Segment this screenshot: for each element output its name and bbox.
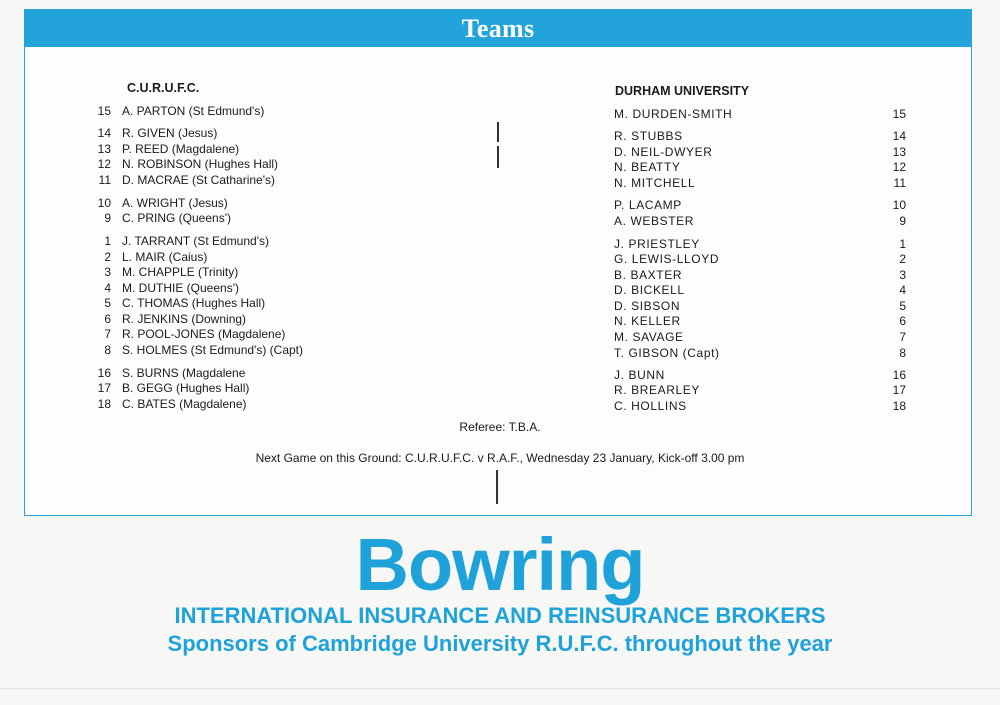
shirt-number: 13 xyxy=(97,142,111,156)
shirt-number: 5 xyxy=(104,296,111,310)
home-player-row xyxy=(93,327,453,343)
staple-mark xyxy=(497,122,499,142)
player-name: S. HOLMES (St Edmund's) (Capt) xyxy=(122,343,304,357)
away-player-row xyxy=(614,176,914,192)
player-name: P. LACAMP xyxy=(614,198,682,212)
player-name: B. BAXTER xyxy=(614,268,683,282)
shirt-number: 3 xyxy=(899,268,906,282)
player-name: D. SIBSON xyxy=(614,299,681,313)
away-player-row xyxy=(614,346,914,362)
player-name: J. PRIESTLEY xyxy=(614,237,700,251)
away-player-row xyxy=(614,237,914,253)
shirt-number: 17 xyxy=(97,381,111,395)
shirt-number: 2 xyxy=(899,252,906,266)
page-title: Teams xyxy=(461,13,535,43)
away-player-row xyxy=(614,252,914,268)
staple-mark xyxy=(496,470,498,504)
shirt-number: 6 xyxy=(899,314,906,328)
shirt-number: 14 xyxy=(97,126,111,140)
player-name: R. JENKINS (Downing) xyxy=(122,312,247,326)
shirt-number: 2 xyxy=(104,250,111,264)
player-name: P. REED (Magdalene) xyxy=(122,142,240,156)
player-name: M. SAVAGE xyxy=(614,330,684,344)
player-name: S. BURNS (Magdalene xyxy=(122,366,246,380)
player-name: M. DURDEN-SMITH xyxy=(614,107,733,121)
home-player-row xyxy=(93,312,453,328)
player-name: M. DUTHIE (Queens') xyxy=(122,281,239,295)
player-name: N. ROBINSON (Hughes Hall) xyxy=(122,157,279,171)
shirt-number: 16 xyxy=(97,366,111,380)
player-name: A. PARTON (St Edmund's) xyxy=(122,104,265,118)
shirt-number: 17 xyxy=(892,383,906,397)
shirt-number: 4 xyxy=(104,281,111,295)
player-name: A. WEBSTER xyxy=(614,214,695,228)
home-player-row xyxy=(93,343,453,359)
shirt-number: 5 xyxy=(899,299,906,313)
page-fold xyxy=(0,688,1000,689)
shirt-number: 12 xyxy=(892,160,906,174)
player-name: C. HOLLINS xyxy=(614,399,687,413)
home-player-row xyxy=(93,211,453,227)
next-game-line: Next Game on this Ground: C.U.R.U.F.C. v R.A.F., Wednesday 23 January, Kick-off 3.00 pm xyxy=(255,451,745,465)
shirt-number: 10 xyxy=(97,196,111,210)
player-name: M. CHAPPLE (Trinity) xyxy=(122,265,239,279)
away-player-row xyxy=(614,330,914,346)
player-name: N. MITCHELL xyxy=(614,176,696,190)
home-player-row xyxy=(93,104,453,120)
home-team-title: C.U.R.U.F.C. xyxy=(127,81,200,95)
player-name: C. THOMAS (Hughes Hall) xyxy=(122,296,266,310)
shirt-number: 7 xyxy=(104,327,111,341)
player-name: T. GIBSON (Capt) xyxy=(614,346,720,360)
player-name: R. GIVEN (Jesus) xyxy=(122,126,218,140)
sponsor-tagline-2: Sponsors of Cambridge University R.U.F.C. throughout the year xyxy=(167,631,833,656)
shirt-number: 12 xyxy=(97,157,111,171)
player-name: C. BATES (Magdalene) xyxy=(122,397,247,411)
away-player-row xyxy=(614,129,914,145)
away-player-row xyxy=(614,268,914,284)
away-player-row xyxy=(614,283,914,299)
player-name: C. PRING (Queens') xyxy=(122,211,231,225)
shirt-number: 14 xyxy=(892,129,906,143)
away-player-row xyxy=(614,399,914,415)
away-player-row xyxy=(614,368,914,384)
shirt-number: 10 xyxy=(892,198,906,212)
away-player-row xyxy=(614,145,914,161)
shirt-number: 15 xyxy=(892,107,906,121)
shirt-number: 11 xyxy=(893,176,906,190)
shirt-number: 4 xyxy=(899,283,906,297)
player-name: L. MAIR (Caius) xyxy=(122,250,208,264)
shirt-number: 8 xyxy=(104,343,111,357)
shirt-number: 9 xyxy=(899,214,906,228)
player-name: J. BUNN xyxy=(614,368,665,382)
shirt-number: 15 xyxy=(97,104,111,118)
teams-banner xyxy=(25,10,971,47)
shirt-number: 18 xyxy=(97,397,111,411)
shirt-number: 3 xyxy=(104,265,111,279)
player-name: D. MACRAE (St Catharine's) xyxy=(122,173,275,187)
player-name: R. STUBBS xyxy=(614,129,683,143)
home-player-row xyxy=(93,126,453,142)
home-player-row xyxy=(93,234,453,250)
player-name: N. KELLER xyxy=(614,314,681,328)
staple-mark xyxy=(497,146,499,168)
home-player-row xyxy=(93,173,453,189)
sponsor-tagline-1: INTERNATIONAL INSURANCE AND REINSURANCE BROKERS xyxy=(174,603,826,628)
home-player-row xyxy=(93,265,453,281)
shirt-number: 18 xyxy=(892,399,906,413)
player-name: R. BREARLEY xyxy=(614,383,700,397)
home-player-row xyxy=(93,397,453,413)
shirt-number: 13 xyxy=(892,145,906,159)
referee-line: Referee: T.B.A. xyxy=(459,420,541,434)
away-player-row xyxy=(614,299,914,315)
player-name: D. NEIL-DWYER xyxy=(614,145,713,159)
home-player-row xyxy=(93,142,453,158)
home-player-row xyxy=(93,196,453,212)
shirt-number: 9 xyxy=(104,211,111,225)
shirt-number: 8 xyxy=(899,346,906,360)
player-name: A. WRIGHT (Jesus) xyxy=(122,196,228,210)
shirt-number: 1 xyxy=(104,234,111,248)
player-name: G. LEWIS-LLOYD xyxy=(614,252,720,266)
away-player-row xyxy=(614,198,914,214)
away-player-row xyxy=(614,383,914,399)
player-name: D. BICKELL xyxy=(614,283,685,297)
player-name: B. GEGG (Hughes Hall) xyxy=(122,381,250,395)
home-player-row xyxy=(93,250,453,266)
shirt-number: 7 xyxy=(899,330,906,344)
player-name: N. BEATTY xyxy=(614,160,681,174)
away-player-row xyxy=(614,314,914,330)
away-player-row xyxy=(614,107,914,123)
home-player-row xyxy=(93,296,453,312)
shirt-number: 6 xyxy=(104,312,111,326)
shirt-number: 16 xyxy=(892,368,906,382)
home-player-row xyxy=(93,366,453,382)
home-player-row xyxy=(93,381,453,397)
away-player-row xyxy=(614,214,914,230)
player-name: J. TARRANT (St Edmund's) xyxy=(122,234,269,248)
home-player-row xyxy=(93,157,453,173)
player-name: R. POOL-JONES (Magdalene) xyxy=(122,327,286,341)
away-player-row xyxy=(614,160,914,176)
sponsor-logo: Bowring xyxy=(355,523,645,606)
away-team-title: DURHAM UNIVERSITY xyxy=(615,84,750,98)
shirt-number: 11 xyxy=(98,173,111,187)
shirt-number: 1 xyxy=(899,237,906,251)
home-player-row xyxy=(93,281,453,297)
